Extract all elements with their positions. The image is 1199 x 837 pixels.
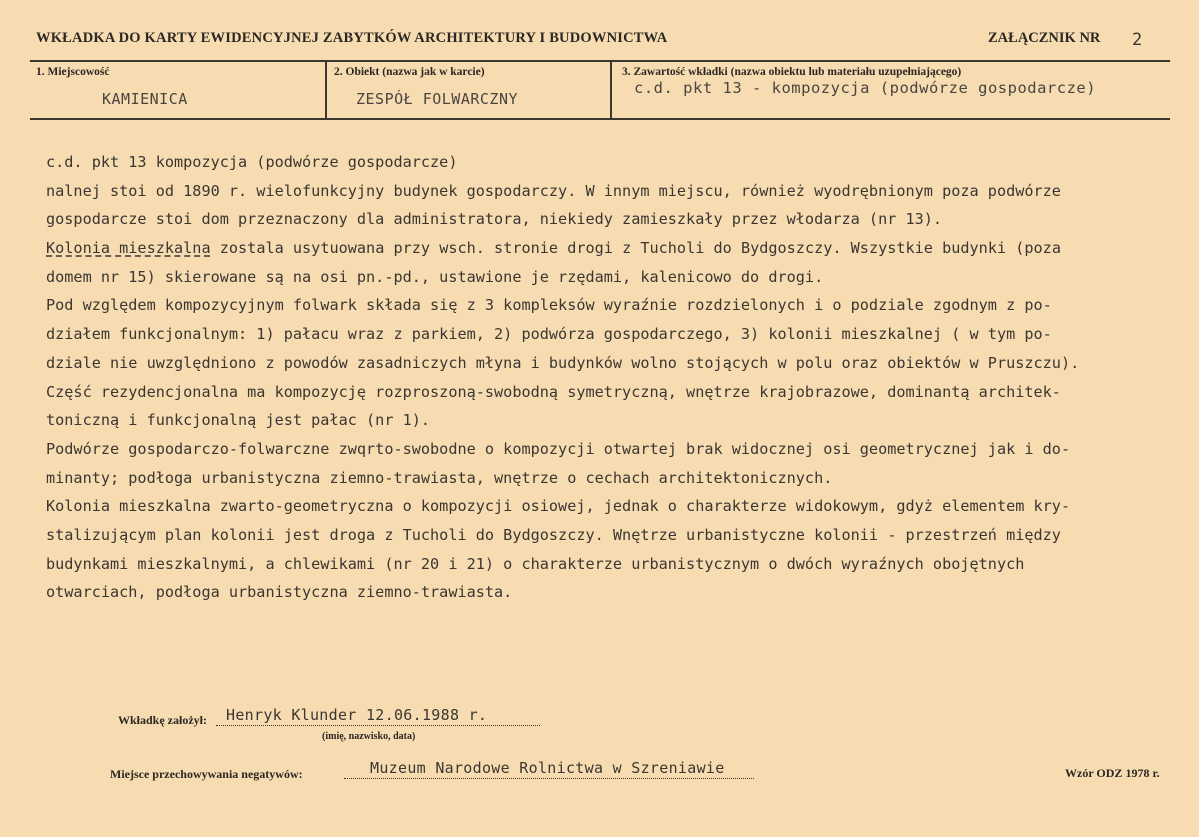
body-line: otwarciach, podłoga urbanistyczna ziemno-trawiasta. (46, 583, 513, 602)
attachment-number: 2 (1132, 30, 1143, 50)
body-line: Pod względem kompozycyjnym folwark składa się z 3 kompleksów wyraźnie rozdzielonych i o podziale zgodnym z po- (46, 296, 1052, 315)
body-line: nalnej stoi od 1890 r. wielofunkcyjny budynek gospodarczy. W innym miejscu, również wyodrębnionym poza podwórze (46, 181, 1061, 200)
body-line: Kolonia mieszkalna zwarto-geometryczna o kompozycji osiowej, jednak o charakterze widokowym, gdyż elementem kry- (46, 497, 1071, 516)
object-value: ZESPÓŁ FOLWARCZNY (356, 90, 519, 108)
author-hint: (imię, nazwisko, data) (322, 731, 416, 742)
body-text (46, 148, 1176, 607)
author-label: Wkładkę założył: (118, 713, 207, 727)
field-divider-2 (610, 60, 612, 118)
author-dotted-line (216, 725, 540, 726)
attachment-label: ZAŁĄCZNIK NR (988, 30, 1101, 46)
locality-label: 1. Miejscowość (36, 66, 110, 78)
body-line: dziale nie uwzględniono z powodów zasadniczych młyna i budynków wolno stojących w polu oraz obiektów w Pruszczu). (46, 353, 1080, 372)
field-divider-1 (325, 60, 327, 118)
field-box-bottom-rule (30, 118, 1170, 120)
field-box-top-rule (30, 60, 1170, 62)
body-line: c.d. pkt 13 kompozycja (podwórze gospodarcze) (46, 153, 458, 171)
body-line: domem nr 15) skierowane są na osi pn.-pd., ustawione je rzędami, kalenicowo do drogi. (46, 267, 824, 286)
body-line-with-lead (46, 234, 1176, 263)
object-label: 2. Obiekt (nazwa jak w karcie) (334, 66, 485, 78)
body-line: gospodarcze stoi dom przeznaczony dla administratora, niekiedy zamieszkały przez włodarza (nr 13). (46, 210, 943, 229)
body-line: minanty; podłoga urbanistyczna ziemno-trawiasta, wnętrze o cechach architektonicznych. (46, 468, 833, 487)
storage-label: Miejsce przechowywania negatywów: (110, 767, 303, 781)
body-line: działem funkcjonalnym: 1) pałacu wraz z parkiem, 2) podwórza gospodarczego, 3) kolonii mieszkalnej ( w tym po- (46, 325, 1052, 344)
content-label: 3. Zawartość wkładki (nazwa obiektu lub materiału uzupełniającego) (622, 66, 962, 78)
content-value: c.d. pkt 13 - kompozycja (podwórze gospodarcze) (634, 79, 1097, 97)
underlined-lead: Kolonia mieszkalna (46, 239, 211, 258)
body-line-rest: zostala usytuowana przy wsch. stronie drogi z Tucholi do Bydgoszczy. Wszystkie budynki (poza (219, 239, 1061, 258)
body-line: budynkami mieszkalnymi, a chlewikami (nr 20 i 21) o charakterze urbanistycznym o dwóch wyraźnych obojętnych (46, 554, 1025, 573)
body-line: Podwórze gospodarczo-folwarczne zwqrto-swobodne o kompozycji otwartej brak widocznej osi geometrycznej jak i do- (46, 439, 1071, 458)
form-code: Wzór ODZ 1978 r. (1065, 766, 1160, 780)
body-line: toniczną i funkcjonalną jest pałac (nr 1). (46, 411, 431, 430)
body-line: Część rezydencjonalna ma kompozycję rozproszoną-swobodną symetryczną, wnętrze krajobrazowe, dominantą architek- (46, 382, 1061, 401)
body-line: stalizującym plan kolonii jest droga z Tucholi do Bydgoszczy. Wnętrze urbanistyczne kolonii - przestrzeń między (46, 525, 1061, 544)
locality-value: KAMIENICA (102, 90, 188, 108)
author-value: Henryk Klunder 12.06.1988 r. (226, 706, 488, 724)
form-title: WKŁADKA DO KARTY EWIDENCYJNEJ ZABYTKÓW ARCHITEKTURY I BUDOWNICTWA (36, 30, 668, 46)
storage-value: Muzeum Narodowe Rolnictwa w Szreniawie (370, 759, 725, 777)
storage-dotted-line (344, 778, 754, 779)
